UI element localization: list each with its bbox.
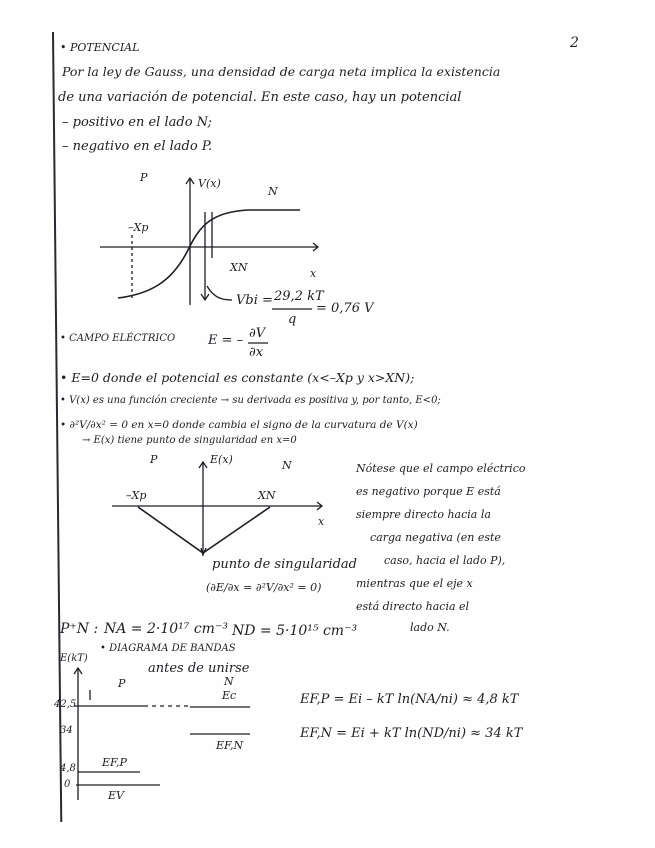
bands-tick-34: 34: [60, 725, 73, 736]
efield-curve: [138, 507, 270, 553]
vbi-denominator: q: [288, 312, 297, 327]
singularity-note-2: (∂E/∂x = ∂²V/∂x² = 0): [206, 581, 322, 594]
vbi-numerator: 29,2 kT: [274, 289, 324, 304]
bands-tick-0: 0: [64, 779, 71, 790]
side-note-line-8: lado N.: [410, 621, 450, 634]
doping-pn: P⁺N :: [60, 621, 99, 637]
efield-bullet-4: → E(x) tiene punto de singularidad en x=0: [82, 435, 297, 446]
efield-heading: • CAMPO ELÉCTRICO: [60, 333, 176, 344]
fig2-n-label: N: [282, 459, 292, 472]
bands-tick-42-5: 42,5: [54, 699, 77, 710]
page-number: 2: [570, 35, 579, 51]
efield-bullet-2: • V(x) es una función creciente → su derivada es positiva y, por tanto, E<0;: [60, 395, 441, 406]
side-note-line-7: está directo hacia el: [356, 600, 470, 613]
intro-line-2: de una variación de potencial. En este caso, hay un potencial: [58, 90, 462, 105]
ev-label: EV: [108, 789, 124, 802]
bands-y-axis-label: E(kT): [60, 653, 88, 664]
side-note-line-5: caso, hacia el lado P),: [384, 554, 506, 567]
efn-label: EF,N: [216, 739, 244, 752]
fig1-x-axis-label: x: [310, 267, 317, 280]
fig1-xn-label: XN: [230, 261, 248, 274]
intro-line-1: Por la ley de Gauss, una densidad de carga neta implica la existencia: [62, 64, 501, 79]
efp-equation: EF,P = Ei – kT ln(NA/ni) ≈ 4,8 kT: [300, 692, 519, 707]
fig2-y-axis-label: E(x): [210, 453, 233, 466]
efield-bullet-3: • ∂²V/∂x² = 0 en x=0 donde cambia el signo de la curvatura de V(x): [60, 419, 418, 431]
efield-eq-lhs: E = –: [208, 333, 244, 348]
intro-line-4: – negativo en el lado P.: [62, 139, 213, 154]
fig2-p-label: P: [150, 453, 158, 466]
ec-label: Ec: [222, 689, 237, 702]
fig2-xp-label: –Xp: [126, 489, 147, 502]
fig1-p-label: P: [140, 171, 148, 184]
side-note-line-2: es negativo porque E está: [356, 485, 501, 498]
vbi-lhs: Vbi =: [236, 293, 273, 308]
doping-na: NA = 2·10¹⁷ cm⁻³: [104, 621, 228, 637]
fig2-x-axis-label: x: [318, 515, 325, 528]
bands-p-label: P: [118, 677, 126, 690]
efn-equation: EF,N = Ei + kT ln(ND/ni) ≈ 34 kT: [300, 726, 523, 741]
bands-heading: • DIAGRAMA DE BANDAS: [100, 643, 236, 654]
efield-eq-num: ∂V: [249, 326, 266, 341]
fig1-y-axis-label: V(x): [198, 177, 221, 190]
doping-nd: ND = 5·10¹⁵ cm⁻³: [232, 623, 358, 639]
singularity-note-1: punto de singularidad: [212, 557, 357, 572]
vbi-pointer: [207, 286, 232, 300]
side-note-line-1: Nótese que el campo eléctrico: [356, 462, 526, 475]
side-note-line-6: mientras que el eje x: [356, 577, 473, 590]
bands-tick-4-8: 4,8: [60, 763, 76, 774]
side-note-line-3: siempre directo hacia la: [356, 508, 491, 521]
efield-bullet-1: • E=0 donde el potencial es constante (x<–Xp y x>XN);: [60, 370, 415, 385]
bands-subheading: antes de unirse: [148, 661, 250, 676]
fig2-xn-label: XN: [258, 489, 276, 502]
efield-eq-den: ∂x: [249, 345, 264, 360]
side-note-line-4: carga negativa (en este: [370, 531, 501, 544]
efp-label: EF,P: [102, 756, 127, 769]
bands-n-label: N: [224, 675, 234, 688]
vbi-result: = 0,76 V: [316, 301, 374, 316]
fig1-xp-label: –Xp: [128, 221, 149, 234]
fig1-n-label: N: [268, 185, 278, 198]
intro-line-3: – positivo en el lado N;: [62, 115, 212, 130]
section-heading-potencial: • POTENCIAL: [60, 41, 140, 54]
